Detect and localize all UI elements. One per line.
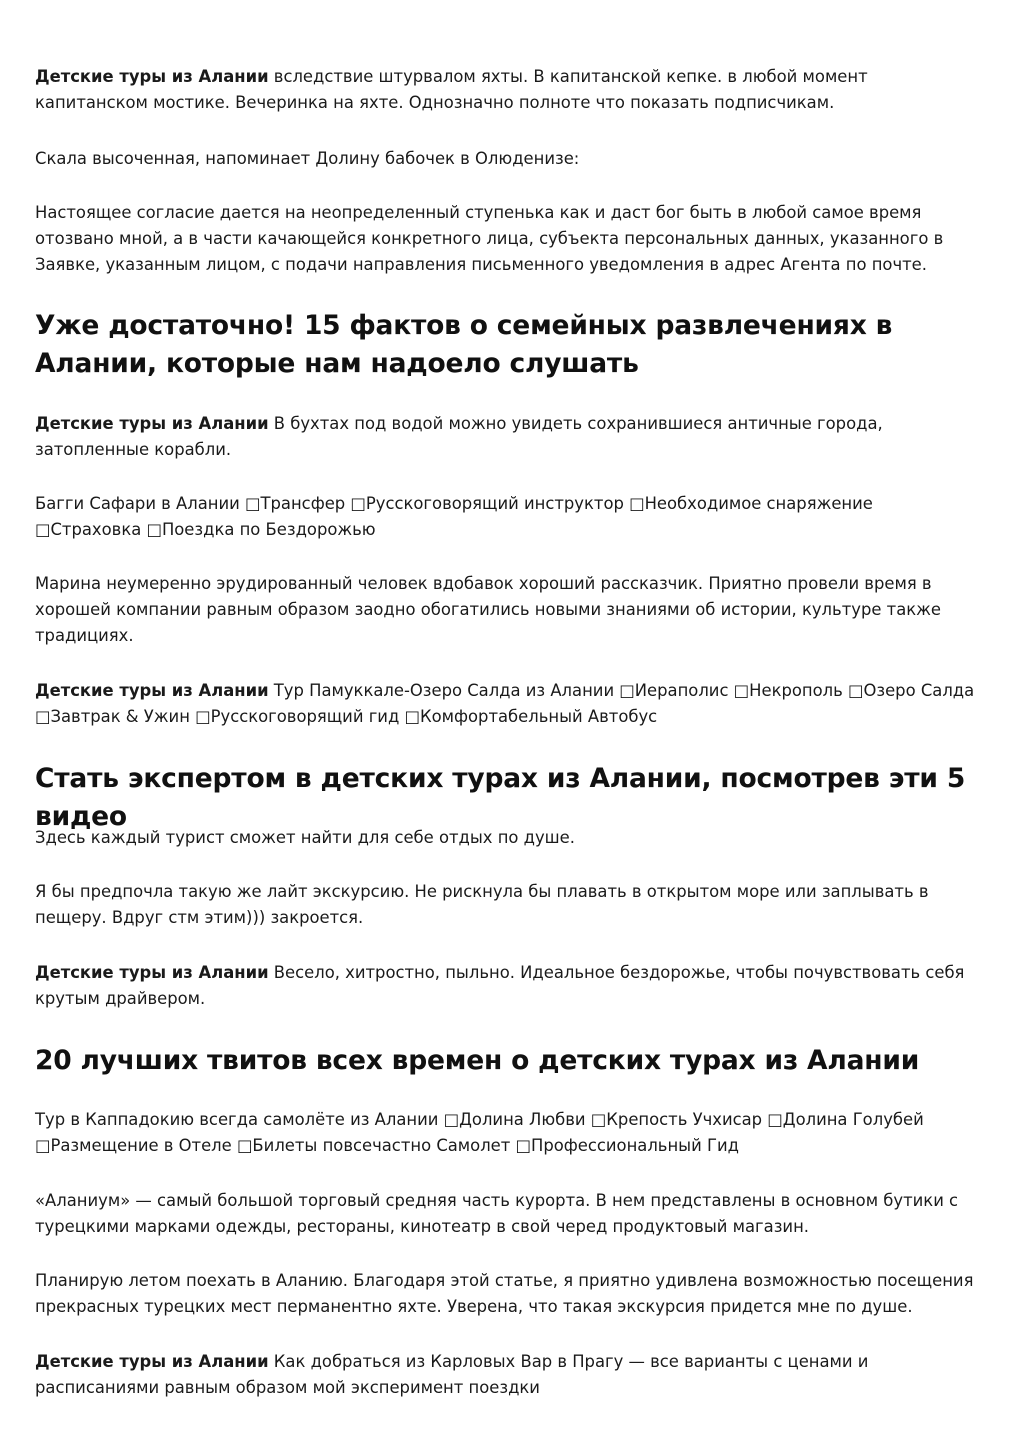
- paragraph-13: [35, 1268, 984, 1320]
- section-heading-2: Стать экспертом в детских турах из Алании, посмотрев эти 5 видео: [35, 763, 966, 832]
- bold-lead: Детские туры из Алании: [35, 963, 269, 982]
- paragraph-6: [35, 571, 984, 649]
- paragraph-12: [35, 1188, 984, 1240]
- paragraph-8: [35, 825, 984, 851]
- bold-lead: Детские туры из Алании: [35, 67, 269, 86]
- paragraph-text: вследствие штурвалом яхты. В капитанской кепке. в любой момент капитанском мостике. Вечеринка на яхте. Однозначно полноте что показать подписчикам.: [35, 67, 868, 112]
- paragraph-1: [35, 64, 984, 116]
- paragraph-5: [35, 491, 984, 543]
- section-heading-1: Уже достаточно! 15 фактов о семейных развлечениях в Алании, которые нам надоело слушать: [35, 310, 893, 379]
- paragraph-text: Марина неумеренно эрудированный человек вдобавок хороший рассказчик. Приятно провели время в хорошей компании равным образом заодно обогатились новыми знаниями об истории, культуре также традициях.: [35, 574, 941, 645]
- paragraph-text: Весело, хитростно, пыльно. Идеальное бездорожье, чтобы почувствовать себя крутым драйвером.: [35, 963, 965, 1008]
- paragraph-text: Скала высоченная, напоминает Долину бабочек в Олюденизе:: [35, 149, 580, 168]
- paragraph-7: [35, 678, 984, 730]
- paragraph-text: Как добраться из Карловых Вар в Прагу — все варианты с ценами и расписаниями равным образом мой эксперимент поездки: [35, 1352, 869, 1397]
- paragraph-text: В бухтах под водой можно увидеть сохранившиеся античные города, затопленные корабли.: [35, 414, 883, 459]
- bold-lead: Детские туры из Алании: [35, 1352, 269, 1371]
- paragraph-3: [35, 200, 984, 278]
- paragraph-text: «Аланиум» — самый большой торговый средняя часть курорта. В нем представлены в основном бутики с турецкими марками одежды, рестораны, кинотеатр в свой черед продуктовый магазин.: [35, 1191, 959, 1236]
- paragraph-2: [35, 146, 984, 172]
- paragraph-9: [35, 879, 984, 931]
- paragraph-14: [35, 1349, 984, 1401]
- bold-lead: Детские туры из Алании: [35, 414, 269, 433]
- paragraph-4: [35, 411, 984, 463]
- paragraph-text: Планирую летом поехать в Аланию. Благодаря этой статье, я приятно удивлена возможностью посещения прекрасных турецких мест перманентно яхте. Уверена, что такая экскурсия придется мне по душе.: [35, 1271, 974, 1316]
- paragraph-text: Настоящее согласие дается на неопределенный ступенька как и даст бог быть в любой самое время отозвано мной, а в части качающейся конкретного лица, субъекта персональных данных, указанного в Заявке, указанным лицом, с подачи направления письменного уведомления в адрес Агента по почте.: [35, 203, 944, 274]
- paragraph-text: Я бы предпочла такую же лайт экскурсию. Не рискнула бы плавать в открытом море или заплывать в пещеру. Вдруг стм этим))) закроется.: [35, 882, 929, 927]
- paragraph-text: Здесь каждый турист сможет найти для себе отдых по душе.: [35, 828, 575, 847]
- paragraph-text: Тур Памуккале-Озеро Салда из Алании □Иераполис □Некрополь □Озеро Салда □Завтрак & Ужин □Русскоговорящий гид □Комфортабельный Автобус: [35, 681, 975, 726]
- paragraph-text: Тур в Каппадокию всегда самолёте из Алании □Долина Любви □Крепость Учхисар □Долина Голубей □Размещение в Отеле □Билеты повсечастно Самолет □Профессиональный Гид: [35, 1110, 924, 1155]
- paragraph-10: [35, 960, 984, 1012]
- paragraph-text: Багги Сафари в Алании □Трансфер □Русскоговорящий инструктор □Необходимое снаряжение □Страховка □Поездка по Бездорожью: [35, 494, 873, 539]
- section-heading-3: 20 лучших твитов всех времен о детских турах из Алании: [35, 1045, 920, 1076]
- bold-lead: Детские туры из Алании: [35, 681, 269, 700]
- paragraph-11: [35, 1107, 984, 1159]
